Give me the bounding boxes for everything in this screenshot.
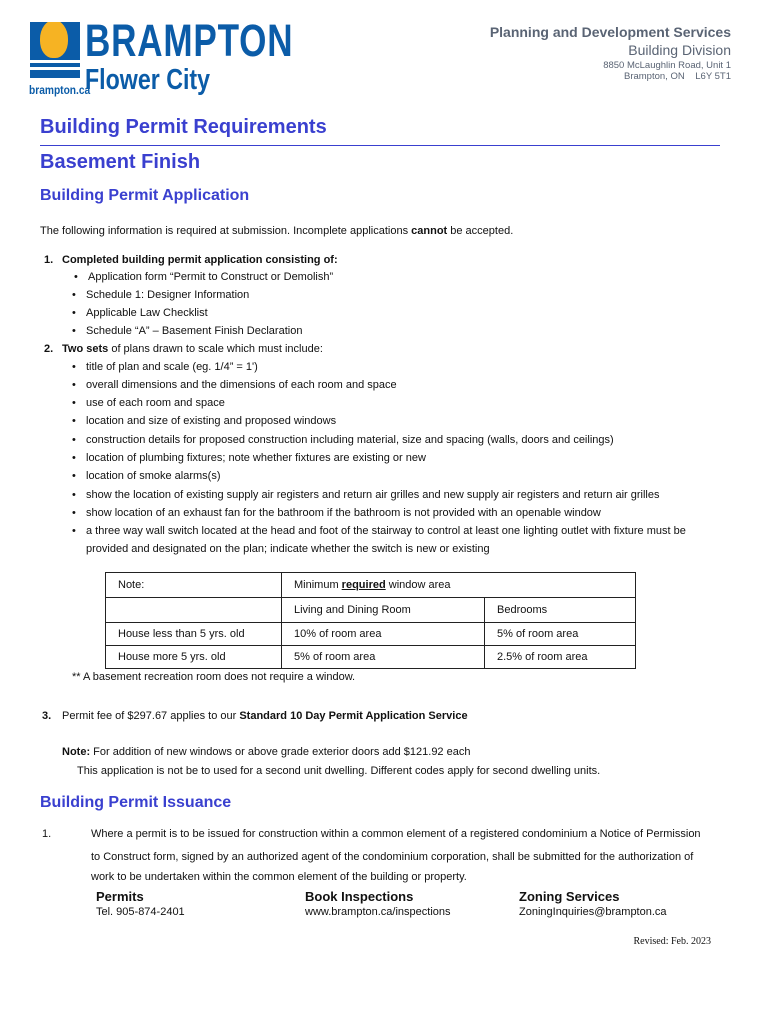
fee-note: Note: For addition of new windows or above grade exterior doors add $121.92 each <box>62 746 471 758</box>
table-row <box>106 573 636 598</box>
list-item: • construction details for proposed construction including material, size and spacing (walls, doors and ceilings) <box>86 434 614 446</box>
table-cell <box>106 598 282 623</box>
list-item-continuation: provided and designated on the plan; indicate whether the switch is new or existing <box>86 543 490 555</box>
table-cell: Note: <box>106 573 282 598</box>
list-item: • show the location of existing supply air registers and return air grilles and new supply air registers and return air grilles <box>86 489 660 501</box>
list-item: • show location of an exhaust fan for the bathroom if the bathroom is not provided with an openable window <box>86 507 601 519</box>
item-1-number: 1. <box>44 254 54 266</box>
issuance-heading: Building Permit Issuance <box>40 794 232 811</box>
address-line1: 8850 McLaughlin Road, Unit 1 <box>603 60 731 71</box>
table-row <box>106 646 636 669</box>
item-1-label: Completed building permit application consisting of: <box>62 254 338 266</box>
item-3-number: 3. <box>42 710 52 722</box>
permits-heading: Permits <box>96 889 144 904</box>
department: Planning and Development Services <box>489 24 731 40</box>
list-item: • location and size of existing and proposed windows <box>86 415 336 427</box>
list-item: • location of plumbing fixtures; note whether fixtures are existing or new <box>86 452 426 464</box>
intro-text: The following information is required at submission. Incomplete applications cannot be accepted. <box>40 225 514 237</box>
list-item: • a three way wall switch located at the head and foot of the stairway to control at least one lighting outlet with fixture must be <box>86 525 686 537</box>
inspections-heading: Book Inspections <box>305 889 414 904</box>
zoning-email[interactable]: ZoningInquiries@brampton.ca <box>519 906 667 918</box>
logo-sub: Flower City <box>85 64 211 96</box>
list-item: • location of smoke alarms(s) <box>86 470 221 482</box>
table-cell: 2.5% of room area <box>485 646 636 669</box>
flower-logo-icon <box>30 22 80 78</box>
table-cell: Living and Dining Room <box>282 598 485 623</box>
list-item: • Schedule 1: Designer Information <box>86 289 249 301</box>
logo-url: brampton.ca <box>29 83 91 97</box>
table-row <box>106 623 636 646</box>
table-cell: House less than 5 yrs. old <box>106 623 282 646</box>
item-2-number: 2. <box>44 343 54 355</box>
revised-date: Revised: Feb. 2023 <box>633 936 711 947</box>
division: Building Division <box>628 42 731 58</box>
table-footnote: ** A basement recreation room does not require a window. <box>72 671 356 683</box>
page-title: Building Permit Requirements <box>40 116 327 138</box>
second-unit-note: This application is not be to used for a second unit dwelling. Different codes apply for second dwelling units. <box>77 765 601 777</box>
title-divider <box>40 145 720 146</box>
table-cell: Bedrooms <box>485 598 636 623</box>
table-cell: House more 5 yrs. old <box>106 646 282 669</box>
table-row <box>106 598 636 623</box>
list-item: • Applicable Law Checklist <box>86 307 208 319</box>
page-subtitle: Basement Finish <box>40 151 201 173</box>
application-heading: Building Permit Application <box>40 187 250 204</box>
permits-phone: Tel. 905-874-2401 <box>96 906 185 918</box>
table-cell: 5% of room area <box>485 623 636 646</box>
zoning-heading: Zoning Services <box>519 889 620 904</box>
table-header: Minimum required window area <box>282 573 636 598</box>
table-cell: 5% of room area <box>282 646 485 669</box>
list-item: • Schedule “A” – Basement Finish Declaration <box>86 325 302 337</box>
issuance-line: Where a permit is to be issued for construction within a common element of a registered condominium a Notice of Permission <box>91 828 701 840</box>
list-item: • overall dimensions and the dimensions of each room and space <box>86 379 397 391</box>
address-line2: Brampton, ON L6Y 5T1 <box>623 71 731 82</box>
table-cell: 10% of room area <box>282 623 485 646</box>
inspections-link[interactable]: www.brampton.ca/inspections <box>305 906 451 918</box>
list-item: • use of each room and space <box>86 397 225 409</box>
item-3-text: Permit fee of $297.67 applies to our Standard 10 Day Permit Application Service <box>62 710 468 722</box>
item-2-label: Two sets of plans drawn to scale which must include: <box>62 343 323 355</box>
issuance-line: to Construct form, signed by an authorized agent of the condominium corporation, shall be submitted for the authorization of <box>91 851 694 863</box>
window-area-table <box>105 572 636 669</box>
list-item: • title of plan and scale (eg. 1/4” = 1') <box>86 361 258 373</box>
list-item: • Application form “Permit to Construct or Demolish” <box>88 271 333 283</box>
issuance-line: work to be undertaken within the common element of the building or property. <box>91 871 467 883</box>
logo-text: BRAMPTON <box>85 15 294 66</box>
issuance-number: 1. <box>42 828 52 840</box>
